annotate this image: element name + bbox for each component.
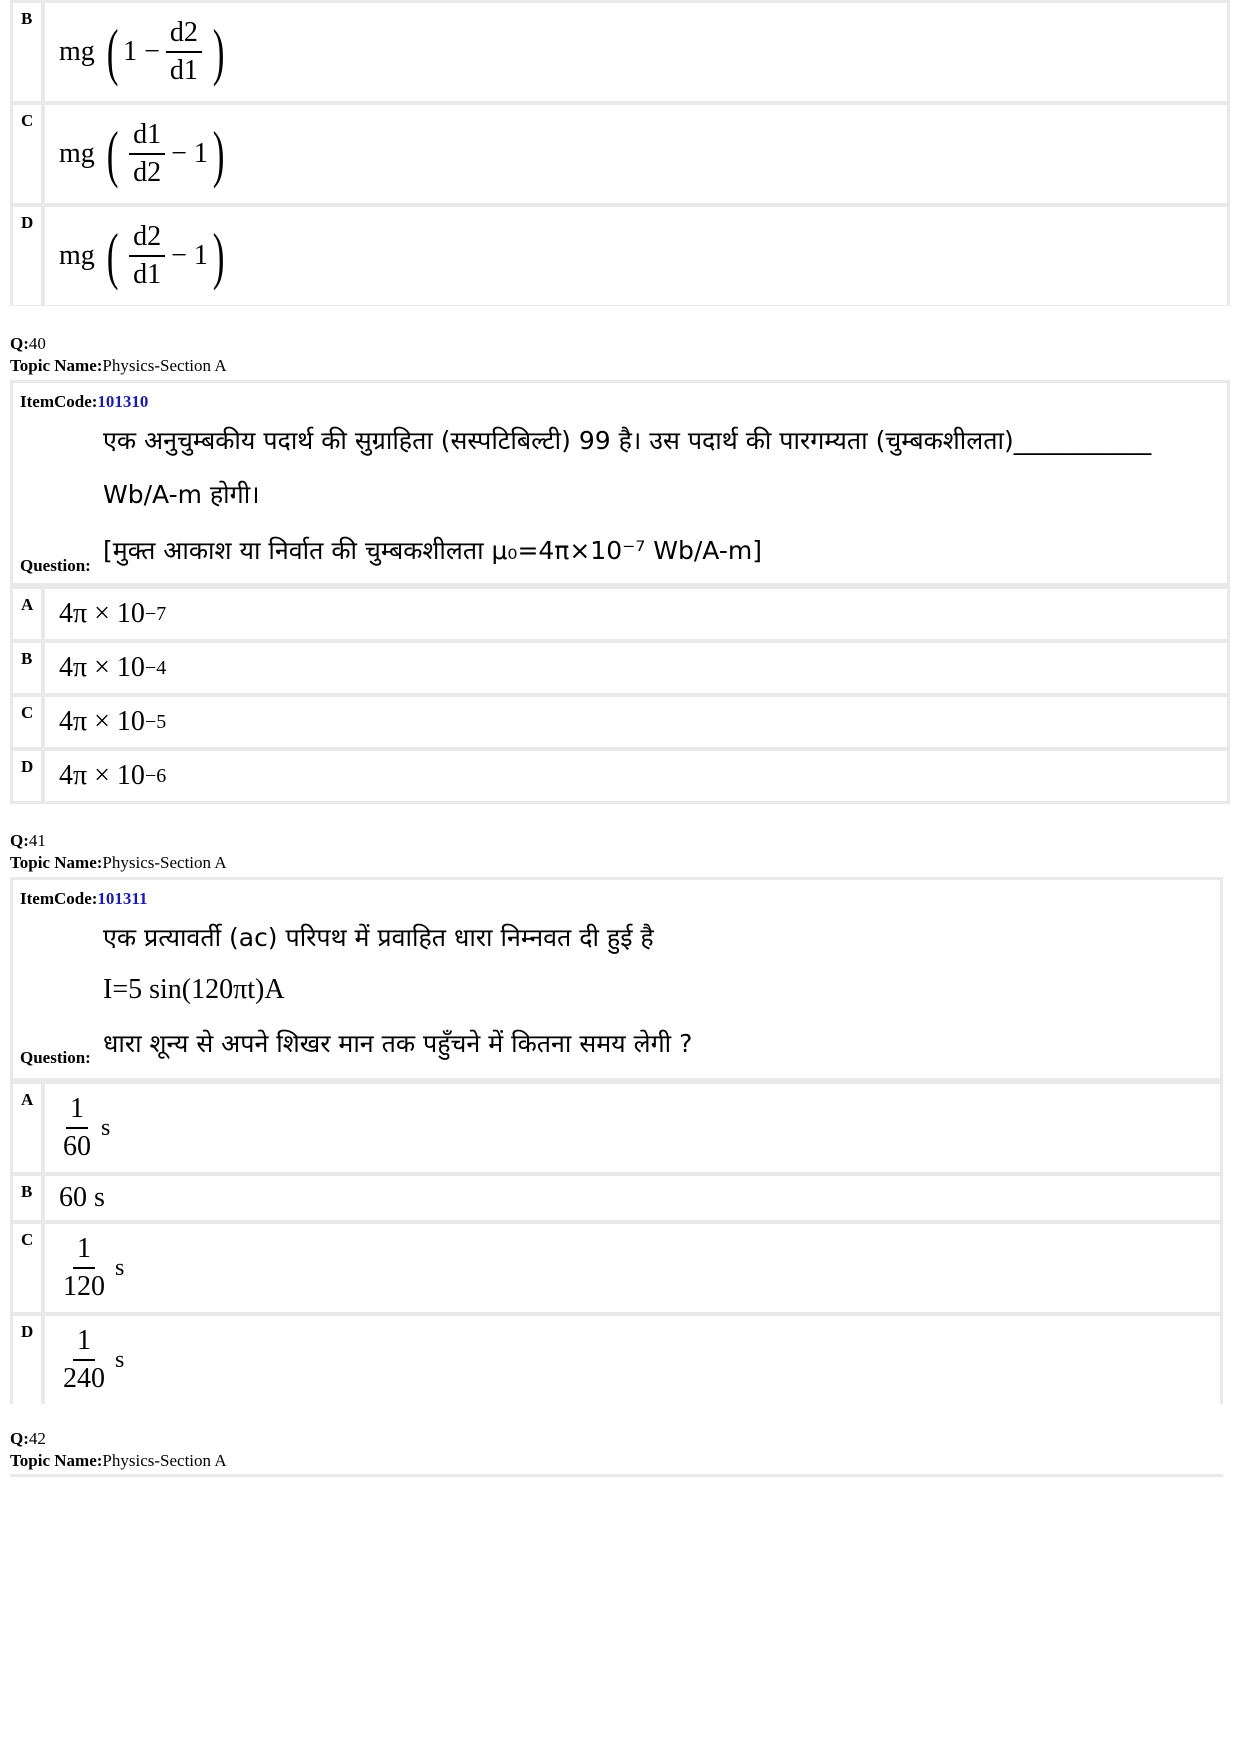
question-line-1: एक अनुचुम्बकीय पदार्थ की सुग्राहिता (सस्पटिबिल्टी) 99 है। उस पदार्थ की पारगम्यता (चुम्बकशीलता)___________ (103, 426, 1152, 455)
q40-option-a[interactable] (13, 589, 1227, 639)
fraction: $\frac{d1}{d2}$ (129, 119, 165, 189)
item-code: ItemCode:101310 (20, 392, 149, 411)
q41-option-b[interactable] (13, 1176, 1220, 1220)
question-line-3: धारा शून्य से अपने शिखर मान तक पहुँचने में कितना समय लेगी ? (103, 1029, 693, 1058)
q40-option-c[interactable] (13, 697, 1227, 747)
question-line-2: I=5 sin(120πt)A (103, 974, 285, 1005)
option-letter: B (13, 3, 41, 101)
option-formula: $\frac{1}{60}$ s (45, 1084, 1220, 1172)
q40-question-box (10, 380, 1230, 586)
option-formula: $\frac{1}{120}$ s (45, 1224, 1220, 1312)
topic-name: Topic Name:Physics-Section A (10, 853, 227, 872)
q41-option-d[interactable] (13, 1316, 1220, 1404)
option-letter: A (13, 589, 41, 639)
q42-divider (10, 1474, 1223, 1477)
option-formula: 4π × 10 −7 (45, 589, 1227, 639)
option-formula: 4π × 10 −6 (45, 751, 1227, 801)
q40-header (10, 333, 227, 377)
question-number: Q:41 (10, 831, 46, 850)
fraction: $\frac{1}{120}$ (63, 1233, 105, 1302)
topic-name: Topic Name:Physics-Section A (10, 1451, 227, 1470)
q40-option-b[interactable] (13, 643, 1227, 693)
option-letter: B (13, 1176, 41, 1220)
option-letter: D (13, 1316, 41, 1404)
option-formula: mg ( 1 − $\frac{d2}{d1}$ ) (45, 3, 1227, 101)
q39-option-d[interactable] (13, 207, 1227, 305)
q40-option-d[interactable] (13, 751, 1227, 801)
q39-option-b[interactable] (13, 3, 1227, 101)
question-number: Q:42 (10, 1429, 46, 1448)
question-label: Question: (20, 1048, 91, 1067)
q41-options (10, 1081, 1223, 1404)
option-formula: $\frac{1}{240}$ s (45, 1316, 1220, 1404)
item-code: ItemCode:101311 (20, 889, 148, 908)
fraction: $\frac{1}{240}$ (63, 1325, 105, 1394)
q40-options (10, 586, 1230, 804)
topic-name: Topic Name:Physics-Section A (10, 356, 227, 375)
option-letter: C (13, 697, 41, 747)
q41-option-a[interactable] (13, 1084, 1220, 1172)
q39-options (10, 0, 1230, 306)
fraction: $\frac{d2}{d1}$ (166, 17, 202, 87)
option-letter: C (13, 105, 41, 203)
q39-option-c[interactable] (13, 105, 1227, 203)
q41-option-c[interactable] (13, 1224, 1220, 1312)
option-formula: mg ( $\frac{d1}{d2}$ − 1 ) (45, 105, 1227, 203)
question-line-1: एक प्रत्यावर्ती (ac) परिपथ में प्रवाहित धारा निम्नवत दी हुई है (103, 923, 654, 952)
question-number: Q:40 (10, 334, 46, 353)
q42-header (10, 1428, 227, 1472)
fraction: $\frac{d2}{d1}$ (129, 221, 165, 291)
option-letter: A (13, 1084, 41, 1172)
question-line-2: Wb/A-m होगी। (103, 480, 260, 509)
option-letter: B (13, 643, 41, 693)
option-formula: 4π × 10 −4 (45, 643, 1227, 693)
fraction: $\frac{1}{60}$ (63, 1093, 91, 1162)
option-formula: mg ( $\frac{d2}{d1}$ − 1 ) (45, 207, 1227, 305)
question-line-3: [मुक्त आकाश या निर्वात की चुम्बकशीलता μ₀=4π×10⁻⁷ Wb/A-m] (103, 536, 762, 565)
option-letter: C (13, 1224, 41, 1312)
option-letter: D (13, 207, 41, 305)
option-formula: 60 s (45, 1176, 1220, 1220)
option-letter: D (13, 751, 41, 801)
q41-question-box (10, 877, 1223, 1081)
q41-header (10, 830, 227, 874)
option-formula: 4π × 10 −5 (45, 697, 1227, 747)
question-label: Question: (20, 556, 91, 575)
